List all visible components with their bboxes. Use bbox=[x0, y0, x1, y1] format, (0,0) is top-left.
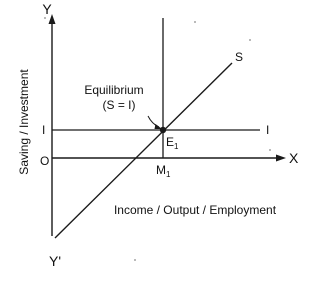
investment-label-right: I bbox=[266, 123, 270, 137]
equilibrium-condition: (S = I) bbox=[102, 98, 136, 112]
equilibrium-pointer bbox=[148, 116, 159, 127]
y-axis-label: Y bbox=[42, 1, 52, 17]
x-axis-label: X bbox=[289, 150, 299, 166]
equilibrium-title: Equilibrium bbox=[84, 83, 144, 97]
speck bbox=[194, 21, 196, 23]
investment-label-left: I bbox=[42, 123, 46, 137]
y-axis-neg-label: Y' bbox=[48, 253, 62, 269]
speck bbox=[44, 17, 46, 19]
income-marker-label: $M_1$ bbox=[156, 163, 171, 179]
speck bbox=[249, 39, 251, 41]
speck bbox=[134, 259, 136, 261]
saving-curve-label: S bbox=[235, 50, 244, 64]
equilibrium-point-label: $E_1$ bbox=[166, 135, 179, 151]
origin-label: O bbox=[40, 154, 50, 168]
horizontal-axis-title: Income / Output / Employment bbox=[113, 203, 277, 217]
speck bbox=[269, 149, 271, 151]
equilibrium-point bbox=[160, 127, 166, 133]
x-axis-arrow-icon bbox=[276, 155, 286, 162]
vertical-axis-title: Saving / Investment bbox=[17, 69, 31, 175]
